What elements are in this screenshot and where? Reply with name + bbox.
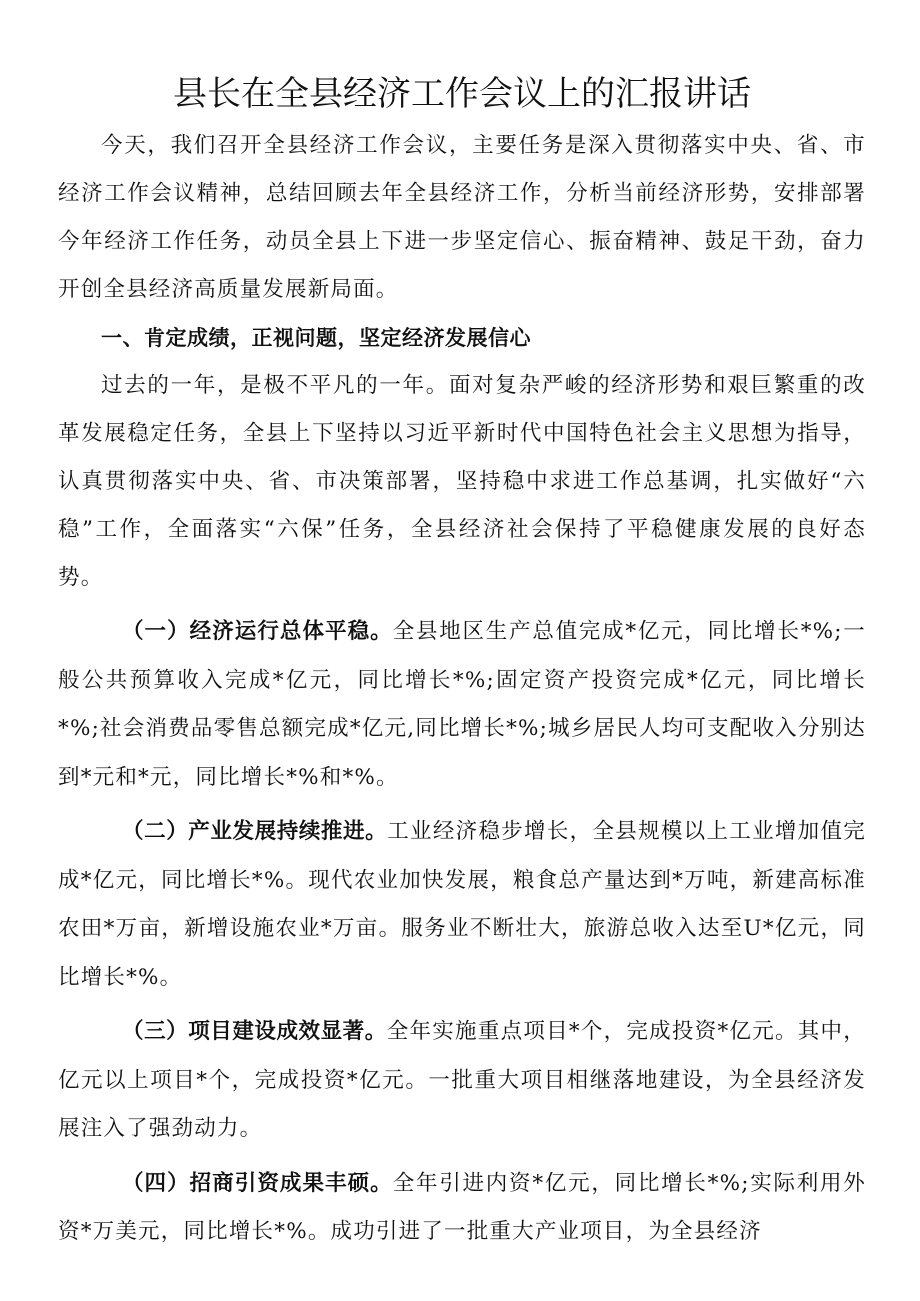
item-text-2: 工业经济稳步增长，全县规模以上工业增加值完成*亿元，同比增长*%。现代农业加快发展，粮食总产量达到*万吨，新建高标准农田*万亩，新增设施农业*万亩。服务业不断壮大，旅游总收入达至U*亿元，同比增长*%。 (58, 819, 866, 990)
item-lead-2: （二）产业发展持续推进。 (122, 819, 388, 844)
item-lead-3: （三）项目建设成效显著。 (122, 1019, 387, 1044)
item-text-3: 全年实施重点项目*个，完成投资*亿元。其中，亿元以上项目*个，完成投资*亿元。一批重大项目相继落地建设，为全县经济发展注入了强劲动力。 (58, 1019, 866, 1141)
item-lead-4: （四）招商引资成果丰硕。 (122, 1170, 393, 1196)
item-paragraph-1 (58, 608, 866, 802)
item-paragraph-3 (58, 1008, 866, 1154)
section-heading-1: 一、肯定成绩，正视问题，坚定经济发展信心 (101, 326, 531, 350)
item-paragraph-2 (58, 808, 866, 1002)
section1-paragraph: 过去的一年，是极不平凡的一年。面对复杂严峻的经济形势和艰巨繁重的改革发展稳定任务，全县上下坚持以习近平新时代中国特色社会主义思想为指导，认真贯彻落实中央、省、市决策部署，坚持稳中求进工作总基调，扎实做好“六稳”工作，全面落实“六保”任务，全县经济社会保持了平稳健康发展的良好态势。 (58, 373, 866, 590)
document-title: 县长在全县经济工作会议上的汇报讲话 (173, 74, 751, 114)
document-page (58, 0, 866, 1257)
intro-paragraph: 今天，我们召开全县经济工作会议，主要任务是深入贯彻落实中央、省、市经济工作会议精神，总结回顾去年全县经济工作，分析当前经济形势，安排部署今年经济工作任务，动员全县上下进一步坚定信心、振奋精神、鼓足干劲，奋力开创全县经济高质量发展新局面。 (58, 133, 866, 302)
item-text-4: 全年引进内资*亿元，同比增长*%;实际利用外资*万美元，同比增长*%。成功引进了一批重大产业项目，为全县经济 (58, 1170, 866, 1244)
item-text-1: 全县地区生产总值完成*亿元，同比增长*%;一般公共预算收入完成*亿元，同比增长*%;固定资产投资完成*亿元，同比增长*%;社会消费品零售总额完成*亿元,同比增长*%;城乡居民人均可支配收入分别达到*元和*元，同比增长*%和*%。 (58, 619, 866, 790)
item-paragraph-4 (58, 1160, 866, 1257)
item-lead-1: （一）经济运行总体平稳。 (122, 619, 393, 644)
